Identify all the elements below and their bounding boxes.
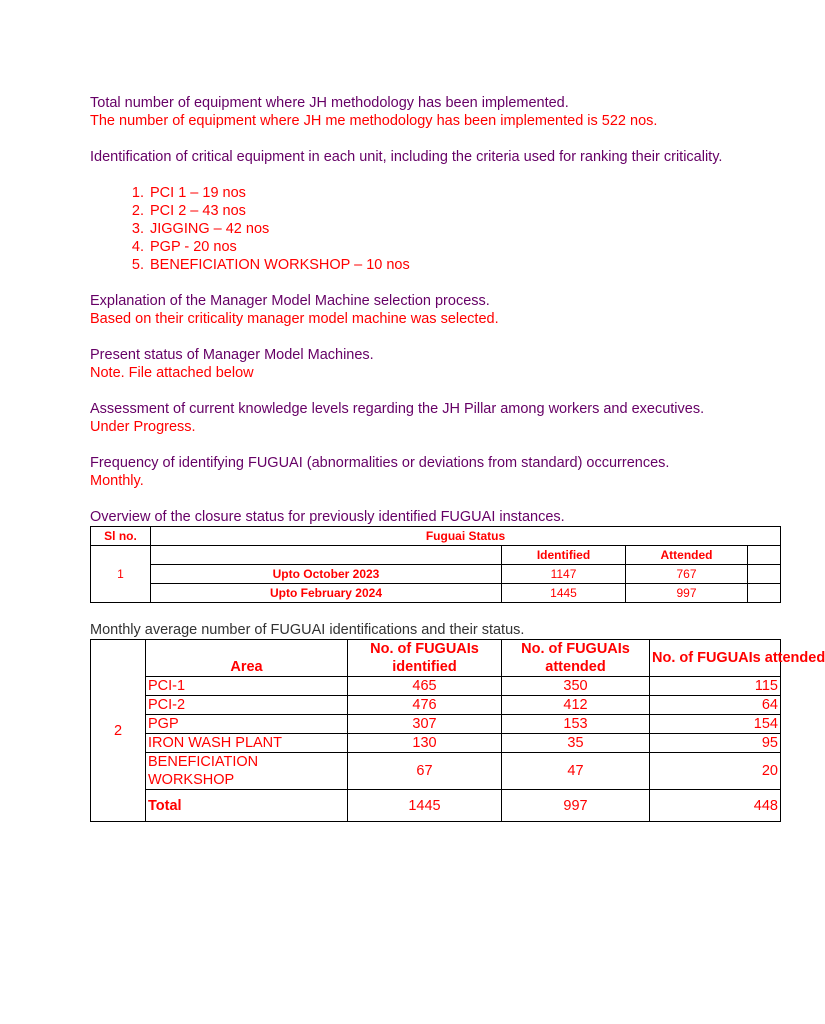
q6-question: Frequency of identifying FUGUAI (abnormalities or deviations from standard) occurrences. xyxy=(90,455,670,471)
table-row xyxy=(91,546,781,565)
area-cell: IRON WASH PLANT xyxy=(146,734,348,753)
identified-cell: 307 xyxy=(348,715,502,734)
q5-question: Assessment of current knowledge levels regarding the JH Pillar among workers and executives. xyxy=(90,401,705,417)
area-cell: BENEFICIATION WORKSHOP xyxy=(146,753,348,790)
attended-cell: 153 xyxy=(502,715,650,734)
status-header: Fuguai Status xyxy=(151,527,781,546)
area-cell: PGP xyxy=(146,715,348,734)
cell-attended: 767 xyxy=(626,565,748,584)
col-identified-header: Identified xyxy=(502,546,626,565)
document-body xyxy=(90,94,825,822)
total-label: Total xyxy=(146,790,348,822)
row-label: Upto October 2023 xyxy=(151,565,502,584)
q3-question: Explanation of the Manager Model Machine selection process. xyxy=(90,293,490,309)
table-row xyxy=(91,715,781,734)
sl-number: 1 xyxy=(91,546,151,603)
col-attended-header: Attended xyxy=(626,546,748,565)
total-attended: 997 xyxy=(502,790,650,822)
attended-header: No. of FUGUAIs attended xyxy=(502,640,650,677)
table-row xyxy=(91,696,781,715)
area-cell: PCI-2 xyxy=(146,696,348,715)
q1-question: Total number of equipment where JH methodology has been implemented. xyxy=(90,95,569,111)
table-row xyxy=(91,640,781,677)
q6-answer: Monthly. xyxy=(90,473,144,489)
area-cell: PCI-1 xyxy=(146,677,348,696)
identified-cell: 130 xyxy=(348,734,502,753)
total-identified: 1445 xyxy=(348,790,502,822)
cell-attended: 997 xyxy=(626,584,748,603)
attended-cell: 350 xyxy=(502,677,650,696)
cell-identified: 1147 xyxy=(502,565,626,584)
fuguai-monthly-table xyxy=(90,639,825,822)
attended-cell: 47 xyxy=(502,753,650,790)
area-header: Area xyxy=(146,640,348,677)
q3-answer: Based on their criticality manager model machine was selected. xyxy=(90,311,499,327)
pending-cell: 154 xyxy=(650,715,781,734)
attended-cell: 35 xyxy=(502,734,650,753)
critical-equipment-list xyxy=(90,184,768,274)
pending-header: No. of FUGUAIs attended xyxy=(650,640,781,677)
sl-number: 2 xyxy=(91,640,146,822)
attended-cell: 412 xyxy=(502,696,650,715)
cell-identified: 1445 xyxy=(502,584,626,603)
pending-cell: 64 xyxy=(650,696,781,715)
list-item: 2. PCI 2 – 43 nos xyxy=(148,202,768,220)
q5-answer: Under Progress. xyxy=(90,419,196,435)
q1-answer: The number of equipment where JH me methodology has been implemented is 522 nos. xyxy=(90,113,658,129)
list-item: 1. PCI 1 – 19 nos xyxy=(148,184,768,202)
table-row xyxy=(91,565,781,584)
q8-question: Monthly average number of FUGUAI identifications and their status. xyxy=(90,622,525,638)
identified-cell: 476 xyxy=(348,696,502,715)
table-row xyxy=(91,790,781,822)
list-item: 4. PGP - 20 nos xyxy=(148,238,768,256)
total-pending: 448 xyxy=(650,790,781,822)
pending-cell: 20 xyxy=(650,753,781,790)
q4-answer: Note. File attached below xyxy=(90,365,254,381)
list-item: 3. JIGGING – 42 nos xyxy=(148,220,768,238)
list-item: 5. BENEFICIATION WORKSHOP – 10 nos xyxy=(148,256,768,274)
sl-header: Sl no. xyxy=(91,527,151,546)
q7-question: Overview of the closure status for previously identified FUGUAI instances. xyxy=(90,509,565,525)
fuguai-closure-table xyxy=(90,526,781,603)
identified-header: No. of FUGUAIs identified xyxy=(348,640,502,677)
table-row xyxy=(91,677,781,696)
identified-cell: 465 xyxy=(348,677,502,696)
table-row xyxy=(91,753,781,790)
table-row xyxy=(91,584,781,603)
q2-question: Identification of critical equipment in each unit, including the criteria used for ranking their criticality. xyxy=(90,149,723,165)
pending-cell: 115 xyxy=(650,677,781,696)
row-label: Upto February 2024 xyxy=(151,584,502,603)
q4-question: Present status of Manager Model Machines. xyxy=(90,347,374,363)
identified-cell: 67 xyxy=(348,753,502,790)
table-row xyxy=(91,734,781,753)
pending-cell: 95 xyxy=(650,734,781,753)
table-row xyxy=(91,527,781,546)
